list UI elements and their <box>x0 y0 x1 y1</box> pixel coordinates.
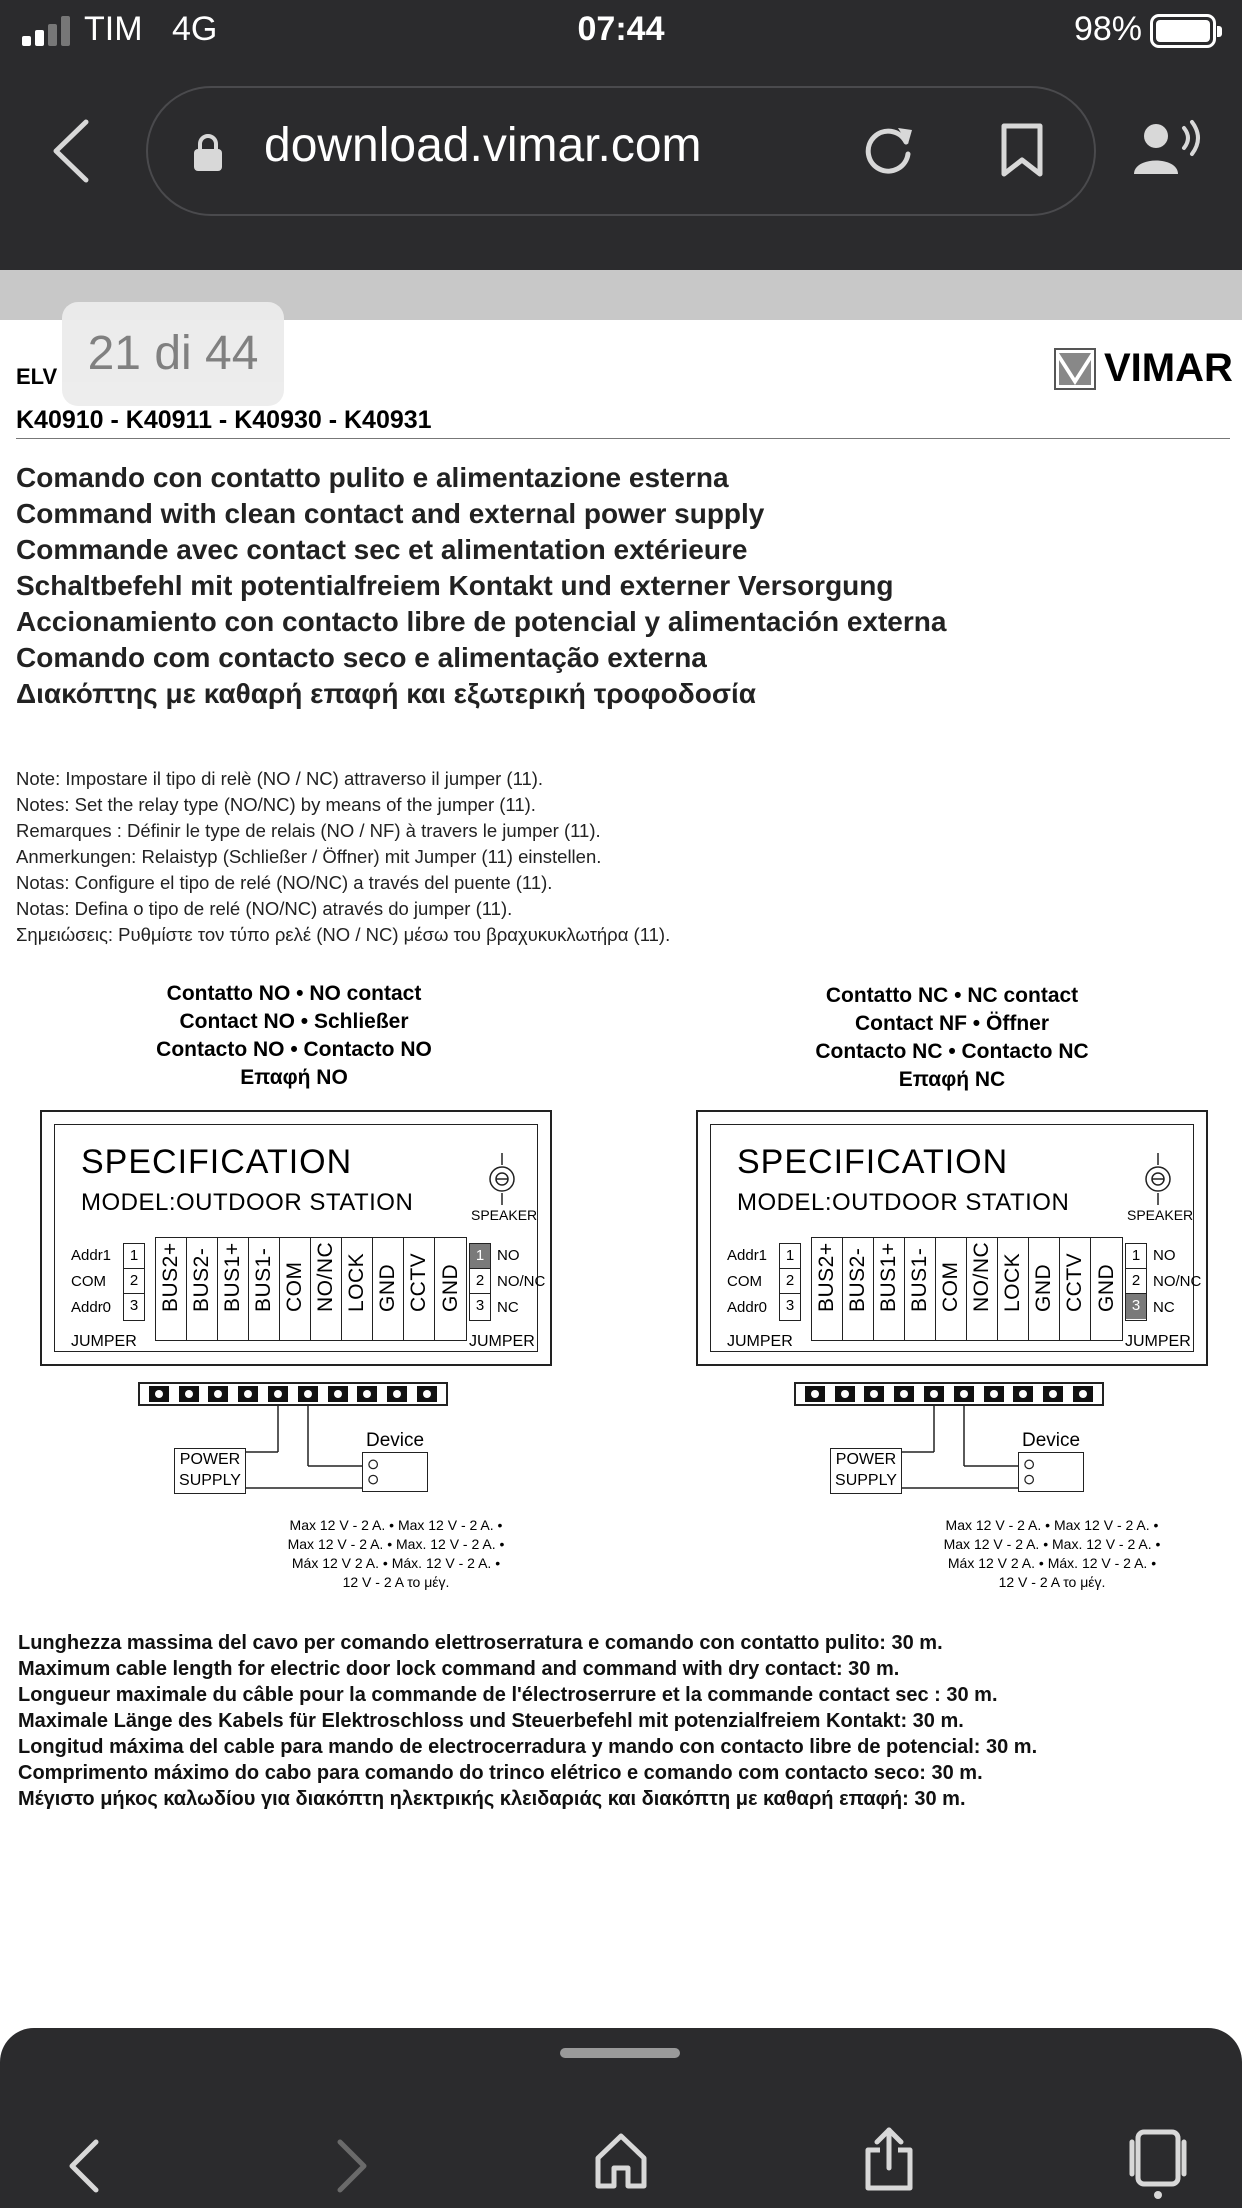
addr-label: Addr1 <box>727 1247 768 1264</box>
jumper-pin: 3 <box>475 1297 485 1314</box>
relay-jumper <box>1125 1243 1147 1321</box>
max-rating-text <box>902 1516 1202 1592</box>
max-line: Máx 12 V 2 A. • Máx. 12 V - 2 A. • <box>291 1555 501 1571</box>
back-icon[interactable] <box>48 118 96 184</box>
speaker-label: SPEAKER <box>1127 1207 1194 1223</box>
terminal: BUS1+ <box>874 1238 905 1340</box>
title-line: Commande avec contact sec et alimentation extérieure <box>16 534 748 565</box>
terminal: GND <box>373 1238 404 1340</box>
relay-label: NO <box>497 1247 520 1264</box>
terminal: CCTV <box>404 1238 435 1340</box>
relay-label: NO/NC <box>497 1273 546 1290</box>
jumper-pin: 3 <box>129 1297 139 1314</box>
speaker-icon <box>1141 1153 1175 1205</box>
relay-labels <box>1153 1243 1201 1321</box>
cable-line: Maximum cable length for electric door lock command and command with dry contact: 30 m. <box>18 1658 900 1680</box>
jumper-pin: 1 <box>124 1244 144 1269</box>
jumper-pin: 3 <box>1126 1294 1146 1319</box>
address-labels <box>727 1243 767 1321</box>
terminal-strip <box>811 1237 1123 1341</box>
note-line: Anmerkungen: Relaistyp (Schließer / Öffner) mit Jumper (11) einstellen. <box>16 846 602 867</box>
cable-line: Longueur maximale du câble pour la commande de l'électroserrure et la commande contact sec : 30 m. <box>18 1684 998 1706</box>
jumper-pin: 2 <box>124 1269 144 1294</box>
heading-line: Contacto NC • Contacto NC <box>815 1040 1089 1063</box>
terminal: LOCK <box>998 1238 1029 1340</box>
relay-jumper <box>469 1243 491 1321</box>
status-bar <box>0 0 1242 64</box>
cable-length-notes <box>18 1630 1037 1812</box>
title-line: Schaltbefehl mit potentialfreiem Kontakt und externer Versorgung <box>16 570 894 601</box>
note-line: Σημειώσεις: Ρυθμίστε τον τύπο ρελέ (NO / NC) μέσω του βραχυκυκλωτήρα (11). <box>16 924 671 945</box>
section-titles <box>16 460 946 712</box>
page-counter: 21 di 44 <box>62 302 284 406</box>
browser-chrome <box>0 0 1242 270</box>
jumper-pin: 2 <box>1126 1269 1146 1294</box>
terminal: GND <box>438 1263 462 1312</box>
no-contact-heading <box>74 980 514 1092</box>
network-type: 4G <box>172 10 218 48</box>
terminal: GND <box>1094 1263 1118 1312</box>
vimar-logo-icon <box>1054 348 1096 390</box>
device-label: Device <box>366 1430 425 1451</box>
max-line: 12 V - 2 A το μέγ. <box>998 1574 1106 1590</box>
heading-line: Επαφή NC <box>898 1068 1006 1091</box>
device-label: Device <box>1022 1430 1081 1451</box>
terminal: BUS2- <box>187 1238 218 1340</box>
note-line: Remarques : Définir le type de relais (NO / NF) à travers le jumper (11). <box>16 820 601 841</box>
terminal: BUS2- <box>843 1238 874 1340</box>
reload-icon[interactable] <box>862 122 916 176</box>
heading-line: Contact NF • Öffner <box>854 1012 1049 1035</box>
spec-model: MODEL:OUTDOOR STATION <box>737 1189 1070 1216</box>
nav-back-icon[interactable] <box>66 2138 102 2194</box>
device-box <box>1018 1452 1084 1492</box>
title-line: Comando com contacto seco e alimentação externa <box>16 642 707 673</box>
max-line: Max 12 V - 2 A. • Max. 12 V - 2 A. • <box>943 1536 1161 1552</box>
carrier-name: TIM <box>84 10 143 48</box>
jumper-pin: 1 <box>1126 1244 1146 1269</box>
cable-line: Longitud máxima del cable para mando de electrocerradura y mando con contacto libre de potencial: 30 m. <box>18 1736 1038 1758</box>
cable-line: Lunghezza massima del cavo per comando elettroserratura e comando con contatto pulito: 30 m. <box>18 1632 943 1654</box>
jumper-label: JUMPER <box>469 1333 535 1350</box>
address-jumper <box>779 1243 801 1321</box>
power-supply-box <box>830 1448 902 1494</box>
address-jumper <box>123 1243 145 1321</box>
title-line: Διακόπτης με καθαρή επαφή και εξωτερική τροφοδοσία <box>16 678 756 709</box>
speaker-label: SPEAKER <box>471 1207 538 1223</box>
terminal: COM <box>936 1238 967 1340</box>
jumper-pin: 1 <box>470 1244 490 1269</box>
relay-label: NO <box>1153 1247 1176 1264</box>
title-line: Command with clean contact and external power supply <box>16 498 765 529</box>
spec-title: SPECIFICATION <box>81 1143 353 1181</box>
doc-code: ELV <box>16 364 58 389</box>
notes-block <box>16 766 670 948</box>
relay-label: NO/NC <box>1153 1273 1202 1290</box>
title-line: Accionamiento con contacto libre de potencial y alimentación externa <box>16 606 947 637</box>
spec-title: SPECIFICATION <box>737 1143 1009 1181</box>
speaker-icon <box>485 1153 519 1205</box>
jumper-pin: 3 <box>785 1297 795 1314</box>
battery-icon <box>1150 14 1216 48</box>
lock-icon <box>192 132 224 172</box>
tabs-icon[interactable] <box>1128 2128 1188 2200</box>
sheet-grabber[interactable] <box>560 2048 680 2058</box>
max-rating-text <box>246 1516 546 1592</box>
jumper-label: JUMPER <box>1125 1333 1191 1350</box>
clock: 07:44 <box>577 10 665 48</box>
voice-reader-icon[interactable] <box>1134 118 1204 178</box>
terminal: NO/NC <box>311 1238 342 1340</box>
terminal: BUS1- <box>249 1238 280 1340</box>
addr-label: Addr1 <box>71 1247 112 1264</box>
terminal-connector <box>138 1382 448 1406</box>
url-text[interactable]: download.vimar.com <box>264 119 702 172</box>
terminal-strip <box>155 1237 467 1341</box>
max-line: 12 V - 2 A το μέγ. <box>342 1574 450 1590</box>
cable-line: Comprimento máximo do cabo para comando do trinco elétrico e comando com contacto seco: 30 m. <box>18 1762 983 1784</box>
home-icon[interactable] <box>594 2132 648 2190</box>
spec-model: MODEL:OUTDOOR STATION <box>81 1189 414 1216</box>
jumper-label: JUMPER <box>71 1333 137 1350</box>
power-label: SUPPLY <box>179 1472 241 1489</box>
addr-label: COM <box>727 1273 762 1290</box>
note-line: Note: Impostare il tipo di relè (NO / NC) attraverso il jumper (11). <box>16 768 544 789</box>
heading-line: Contacto NO • Contacto NO <box>156 1038 432 1061</box>
nav-forward-icon[interactable] <box>334 2138 370 2194</box>
address-labels <box>71 1243 111 1321</box>
jumper-pin: 2 <box>470 1269 490 1294</box>
note-line: Notas: Configure el tipo de relé (NO/NC) a través del puente (11). <box>16 872 553 893</box>
max-line: Máx 12 V 2 A. • Máx. 12 V - 2 A. • <box>947 1555 1157 1571</box>
terminal: GND <box>1029 1238 1060 1340</box>
model-numbers: K40910 - K40911 - K40930 - K40931 <box>16 406 432 434</box>
jumper-pin: 1 <box>780 1244 800 1269</box>
heading-line: Επαφή NO <box>240 1066 348 1089</box>
browser-toolbar <box>0 2028 1242 2208</box>
spec-label-box <box>40 1110 552 1366</box>
max-line: Max 12 V - 2 A. • Max 12 V - 2 A. • <box>945 1517 1159 1533</box>
cable-line: Μέγιστο μήκος καλωδίου για διακόπτη ηλεκτρικής κλειδαριάς και διακόπτη με καθαρή επαφή: 30 m. <box>18 1788 966 1810</box>
divider <box>16 438 1230 439</box>
max-line: Max 12 V - 2 A. • Max. 12 V - 2 A. • <box>287 1536 505 1552</box>
addr-label: Addr0 <box>727 1299 768 1316</box>
title-line: Comando con contatto pulito e alimentazione esterna <box>16 462 729 493</box>
power-supply-box <box>174 1448 246 1494</box>
device-box <box>362 1452 428 1492</box>
power-label: POWER <box>835 1451 897 1468</box>
terminal: BUS2+ <box>812 1238 843 1340</box>
terminal: CCTV <box>1060 1238 1091 1340</box>
relay-label: NC <box>497 1299 519 1316</box>
terminal-connector <box>794 1382 1104 1406</box>
power-label: SUPPLY <box>835 1472 897 1489</box>
terminal: BUS1- <box>905 1238 936 1340</box>
heading-line: Contact NO • Schließer <box>179 1010 409 1033</box>
terminal: LOCK <box>342 1238 373 1340</box>
max-line: Max 12 V - 2 A. • Max 12 V - 2 A. • <box>289 1517 503 1533</box>
nc-contact-heading <box>732 982 1172 1094</box>
battery-percentage: 98% <box>1073 10 1142 48</box>
terminal: BUS2+ <box>156 1238 187 1340</box>
share-icon[interactable] <box>864 2126 914 2192</box>
note-line: Notas: Defina o tipo de relé (NO/NC) através do jumper (11). <box>16 898 513 919</box>
addr-label: Addr0 <box>71 1299 112 1316</box>
relay-labels <box>497 1243 545 1321</box>
cable-line: Maximale Länge des Kabels für Elektroschloss und Steuerbefehl mit potenzialfreiem Kontakt: 30 m. <box>18 1710 964 1732</box>
jumper-pin: 2 <box>780 1269 800 1294</box>
jumper-label: JUMPER <box>727 1333 793 1350</box>
terminal: BUS1+ <box>218 1238 249 1340</box>
heading-line: Contatto NO • NO contact <box>166 982 422 1005</box>
brand-logo: VIMAR <box>1104 346 1233 390</box>
addr-label: COM <box>71 1273 106 1290</box>
spec-label-box <box>696 1110 1208 1366</box>
heading-line: Contatto NC • NC contact <box>825 984 1079 1007</box>
power-label: POWER <box>179 1451 241 1468</box>
terminal: NO/NC <box>967 1238 998 1340</box>
relay-label: NC <box>1153 1299 1175 1316</box>
note-line: Notes: Set the relay type (NO/NC) by means of the jumper (11). <box>16 794 536 815</box>
bookmark-icon[interactable] <box>1000 122 1044 178</box>
terminal: COM <box>280 1238 311 1340</box>
